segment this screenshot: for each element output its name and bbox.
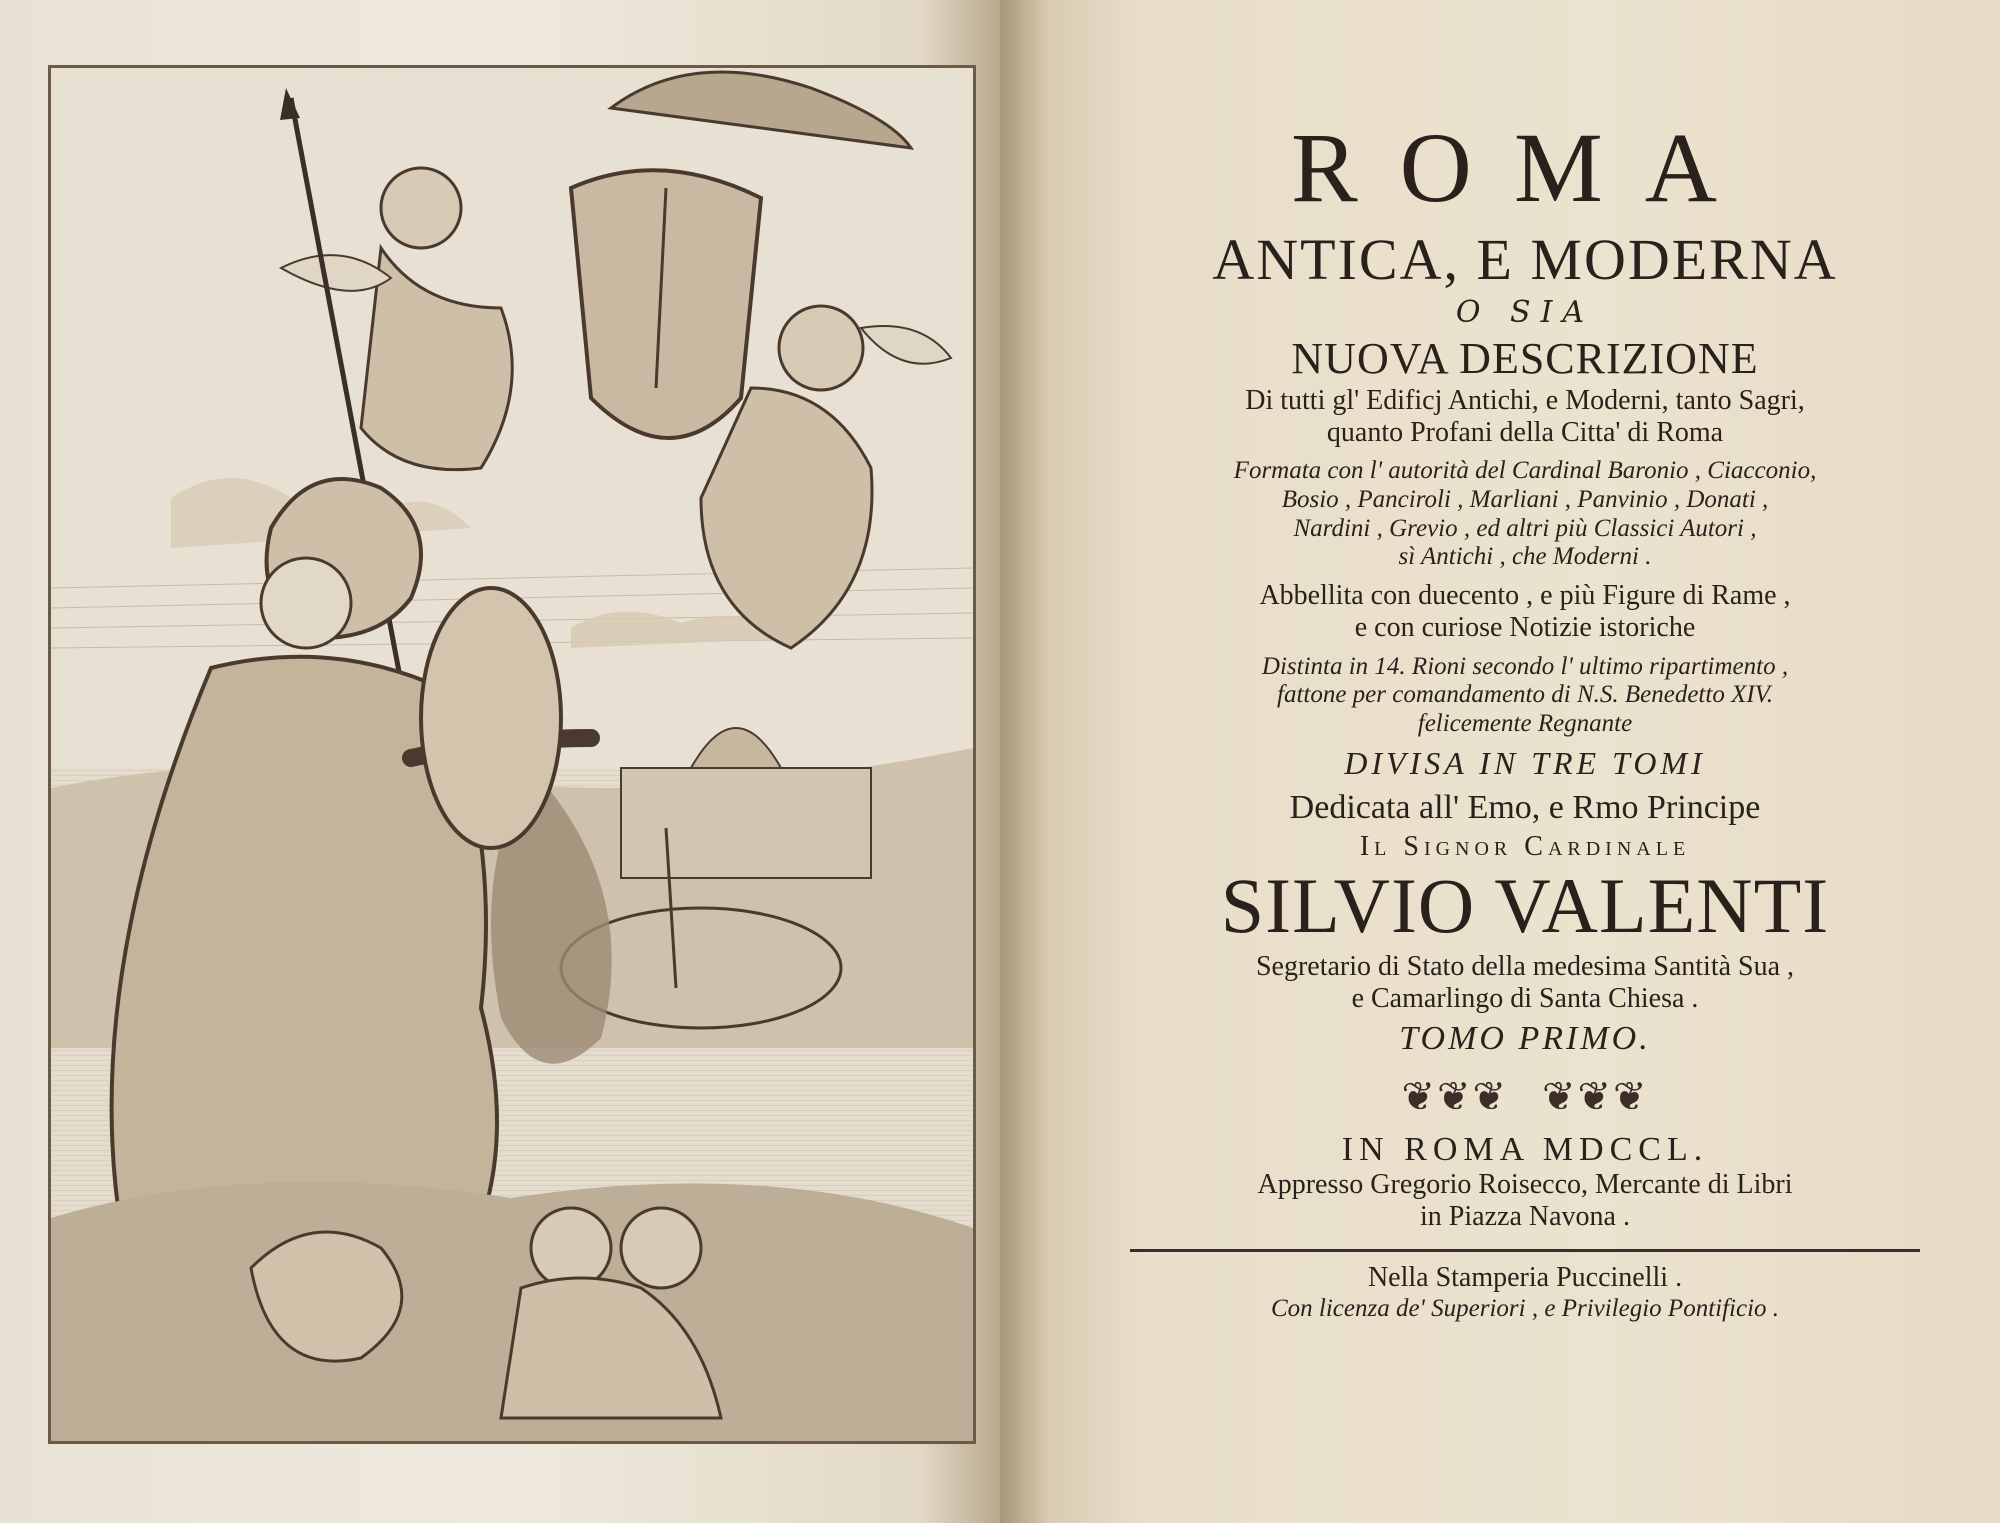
engraving-minerva-icon: [51, 68, 973, 1441]
dedicata-line: Dedicata all' Emo, e Rmo Principe: [1289, 788, 1761, 826]
abbellita-line: Abbellita con duecento , e più Figure di Rame ,: [1259, 580, 1791, 612]
title-antica-moderna: ANTICA, E MODERNA: [1212, 227, 1838, 292]
fleuron-icon: ❦❦❦: [1542, 1074, 1649, 1121]
divider: [1130, 1249, 1920, 1252]
authorities-line: Bosio , Panciroli , Marliani , Panvinio , Donati ,: [1281, 485, 1769, 513]
printer-ornament: [1090, 1074, 1960, 1120]
distinta-line: fattone per comandamento di N.S. Benedetto XIV.: [1277, 681, 1773, 709]
imprint-bookseller: in Piazza Navona .: [1420, 1201, 1630, 1233]
license-line: Con licenza de' Superiori , e Privilegio Pontificio .: [1270, 1294, 1780, 1322]
title-nuova-descrizione: NUOVA DESCRIZIONE: [1291, 334, 1759, 384]
fleuron-icon: ❦❦❦: [1401, 1074, 1508, 1121]
divisa-line: DIVISA IN TRE TOMI: [1344, 744, 1706, 781]
printer-line: Nella Stamperia Puccinelli .: [1367, 1262, 1683, 1294]
distinta-line: Distinta in 14. Rioni secondo l' ultimo ripartimento ,: [1261, 652, 1789, 680]
title-osia: O SIA: [1455, 294, 1595, 330]
authorities-line: sì Antichi , che Moderni .: [1398, 543, 1652, 571]
distinta-line: felicemente Regnante: [1417, 710, 1633, 738]
imprint-place-date: IN ROMA MDCCL.: [1341, 1131, 1709, 1169]
title-page: [1090, 100, 1960, 1323]
subtitle-line: Di tutti gl' Edificj Antichi, e Moderni, tanto Sagri,: [1245, 384, 1805, 416]
segretario-line: Segretario di Stato della medesima Santità Sua ,: [1255, 950, 1795, 982]
title-roma: ROMA: [1290, 112, 1760, 223]
right-page: [1000, 0, 2000, 1523]
frontispiece-engraving: [48, 65, 976, 1444]
abbellita-line: e con curiose Notizie istoriche: [1354, 612, 1696, 644]
subtitle-line: quanto Profani della Citta' di Roma: [1326, 416, 1724, 448]
segretario-line: e Camarlingo di Santa Chiesa .: [1351, 982, 1699, 1014]
authorities-line: Nardini , Grevio , ed altri più Classici Autori ,: [1293, 514, 1757, 542]
volume-label: TOMO PRIMO.: [1399, 1019, 1651, 1057]
imprint-bookseller: Appresso Gregorio Roisecco, Mercante di Libri: [1257, 1169, 1793, 1201]
authorities-line: Formata con l' autorità del Cardinal Baronio , Ciacconio,: [1233, 457, 1817, 485]
signor-cardinale: Il Signor Cardinale: [1359, 830, 1691, 862]
dedicatee-name: SILVIO VALENTI: [1220, 861, 1830, 949]
